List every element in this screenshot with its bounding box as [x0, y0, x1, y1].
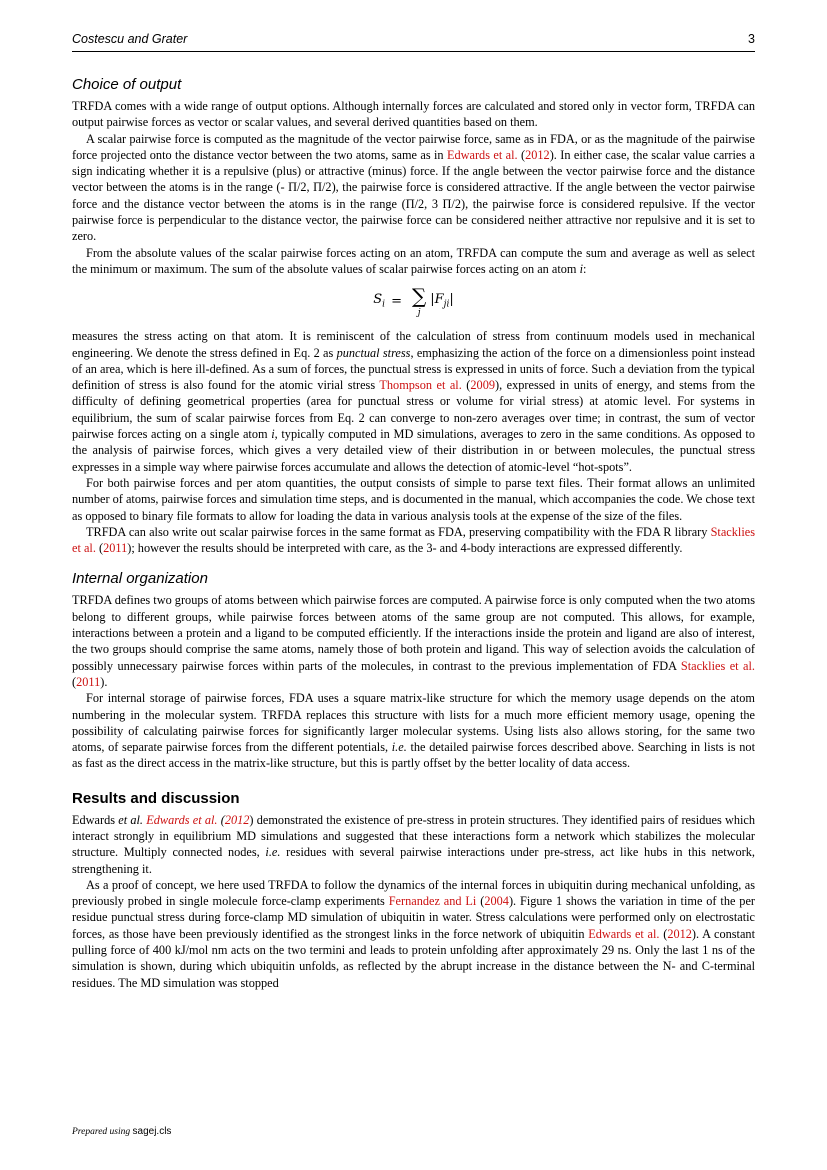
paragraph: Edwards et al. Edwards et al. (2012) demonstrated the existence of pre-stress in protein structures. They identified pairs of residues which interact strongly in equilibrium MD simulations and suggested that these interactions form a network which stabilizes the molecular structure. Multiply connected nodes, i.e. residues with several pairwise interactions under pre-stress, act like hubs in this network, strengthening it.: [72, 812, 756, 876]
citation-link[interactable]: Edwards et al.: [446, 147, 518, 162]
citation-link[interactable]: Thompson et al.: [379, 378, 462, 393]
paragraph: A scalar pairwise force is computed as the magnitude of the vector pairwise force, same as in FDA, or as the magnitude of the pairwise force projected onto the distance vector between the two atoms, same as in Edwards et al. (2012). In either case, the scalar value carries a sign indicating whether it is a repulsive (plus) or attractive (minus) force. If the angle between the vector pairwise force and the distance vector between the atoms is in the range (- Π/2, Π/2), the pairwise force is considered attractive. If the angle between the vector pairwise force and the distance vector between the atoms is in the range (Π/2, 3 Π/2), the pairwise force is considered repulsive. If the vector pairwise force is perpendicular to the distance vector, the pairwise force can be considered neither attractive nor repulsive and it is set to zero.: [72, 131, 756, 244]
equation-rhs: $|F_{ji}|$: [430, 291, 454, 310]
citation-link[interactable]: Edwards et al.: [146, 812, 218, 827]
equation-punctual-stress: [72, 280, 755, 324]
paragraph: For both pairwise forces and per atom quantities, the output consists of simple to parse text files. Their format allows an unlimited number of atoms, pairwise forces and simulation time steps, and is documented in the manual, which accompanies the code. We chose text as opposed to binary file formats to allow for loading the data in various analysis tools at the expense of the size of the files.: [72, 475, 755, 523]
paragraph: For internal storage of pairwise forces, FDA uses a square matrix-like structure for which the memory usage depends on the atom numbering in the molecular system. TRFDA replaces this structure with lists for a much more efficient memory usage, opening the possibility of calculating pairwise forces for significantly larger molecular systems. Using lists also allows storing, for the same two atoms, of separate pairwise forces from the different potentials, i.e. the detailed pairwise forces described above. Searching in lists is not as fast as the direct access in the matrix-like structure, but this is partly offset by the better locality of data access.: [72, 691, 755, 771]
citation-year-link[interactable]: 2011: [103, 541, 128, 556]
paragraph: From the absolute values of the scalar pairwise forces acting on an atom, TRFDA can compute the sum and average as well as select the minimum or maximum. The sum of the absolute values of scalar pairwise forces acting on an atom i:: [72, 245, 755, 276]
citation-link[interactable]: Edwards et al.: [588, 926, 660, 941]
spacer: [72, 772, 755, 790]
citation-year-link[interactable]: 2009: [470, 378, 495, 393]
section-title-choice-of-output: Choice of output: [72, 76, 182, 93]
citation-year-link[interactable]: 2011: [76, 674, 101, 689]
spacer: [72, 556, 755, 570]
section-title-internal-organization: Internal organization: [72, 570, 208, 588]
citation-link[interactable]: Stacklies et al.: [680, 658, 755, 673]
page-footer: [72, 1126, 171, 1137]
paragraph: TRFDA can also write out scalar pairwise forces in the same format as FDA, preserving compatibility with the FDA R library Stacklies et al. (2011); however the results should be interpreted with care, as the 3- and 4-body interactions are expressed differently.: [72, 524, 755, 556]
citation-year-link[interactable]: 2012: [525, 147, 550, 162]
paragraph: TRFDA comes with a wide range of output options. Although internally forces are calculated and stored only in vector form, TRFDA can output pairwise forces as vector or scalar values, and several derived quantities based on them.: [72, 99, 755, 130]
citation-link[interactable]: Stacklies et al.: [72, 524, 755, 556]
running-title: Costescu and Grater: [72, 32, 188, 46]
equation-sum: [412, 286, 426, 318]
section-title-results: Results and discussion: [72, 789, 240, 807]
sum-index: j: [417, 308, 421, 319]
page-header: [72, 32, 755, 50]
body-text: [72, 76, 755, 991]
equation-lhs: $S_i$: [373, 291, 386, 310]
citation-year-link[interactable]: 2012: [224, 812, 250, 827]
citation-link[interactable]: Fernandez and Li: [388, 894, 477, 909]
equation-equals: =: [391, 294, 402, 310]
header-rule: [72, 51, 755, 52]
footer-template-name: sagej.cls: [132, 1126, 172, 1137]
citation-year-link[interactable]: 2004: [484, 894, 509, 909]
paragraph: As a proof of concept, we here used TRFDA to follow the dynamics of the internal forces in ubiquitin during mechanical unfolding, as previously probed in single molecule force-clamp experiments Fernandez and Li (2004). Figure 1 shows the variation in time of the per residue punctual stress during force-clamp MD simulation of ubiquitin in water. Stress calculations were performed only on electrostatic forces, as those have been previously identified as the strongest links in the force network of ubiquitin Edwards et al. (2012). A constant pulling force of 400 kJ/mol nm acts on the two termini and leads to protein unfolding after approximately 29 ns. Only the last 1 ns of the simulation is shown, during which ubiquitin unfolds, as reflected by the abrupt increase in the distance between the N- and C-terminal residues. The MD simulation was stopped: [72, 877, 755, 990]
footer-prepared-text: Prepared using: [72, 1127, 133, 1137]
sum-symbol: ∑: [411, 284, 427, 309]
paragraph: TRFDA defines two groups of atoms between which pairwise forces are computed. A pairwise force is only computed when the two atoms belong to different groups, while pairwise forces between atoms of the same group are not computed. This allows, for example, interactions between a protein and a ligand to be computed efficiently. If the interactions inside the protein and ligand are also of interest, the two groups should comprise the same atoms, namely those of both protein and ligand. This way of selection avoids the calculation of possibly unnecessary pairwise forces within parts of the molecules, in contrast to the previous implementation of FDA Stacklies et al. (2011).: [72, 593, 755, 689]
paragraph: measures the stress acting on that atom. It is reminiscent of the calculation of stress from continuum models used in mechanical engineering. We denote the stress defined in Eq. 2 as punctual stress, emphasizing the action of the force on a dimensionless point instead of an area, which is here ill-defined. As a sum of forces, the punctual stress is expressed in units of force. Such a deviation from the typical definition of stress is also found for the atomic virial stress Thompson et al. (2009), expressed in units of energy, and stems from the difficulty of defining geometrical properties (area for punctual stress or volume for virial stress) at atomic level. For systems in equilibrium, the sum of scalar pairwise forces from Eq. 2 can converge to non-zero averages over time; in contrast, the sum of vector pairwise forces acting on a single atom i, typically computed in MD simulations, averages to zero in the same conditions. As opposed to the analysis of pairwise forces, which gives a very detailed view of their distribution in or between molecules, the punctual stress expresses in a simple way where pairwise forces accumulate and allows the detection of atomic-level “hot-spots”.: [72, 329, 756, 474]
page-number: 3: [748, 32, 755, 46]
citation-year-link[interactable]: 2012: [667, 926, 692, 941]
